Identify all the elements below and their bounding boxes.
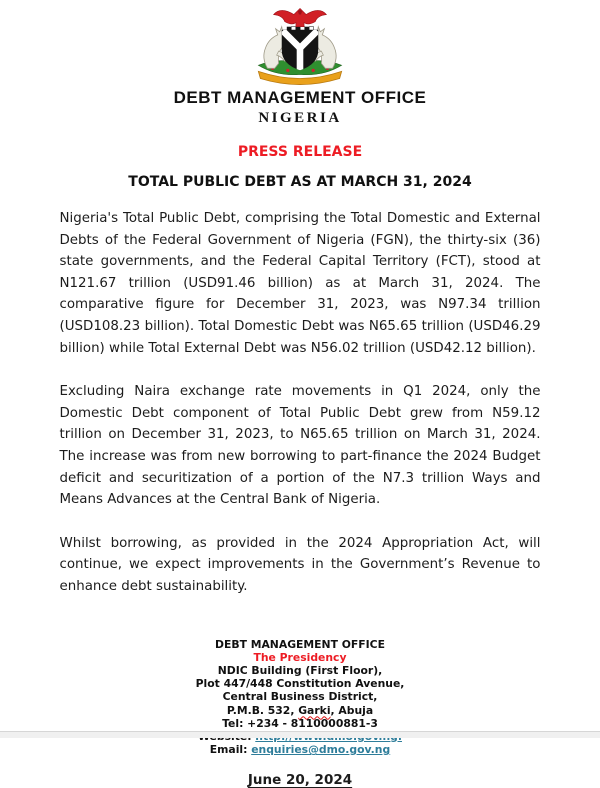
release-date: June 20, 2024	[247, 772, 353, 788]
document-title: TOTAL PUBLIC DEBT AS AT MARCH 31, 2024	[128, 174, 472, 190]
header-country: NIGERIA	[258, 110, 342, 126]
footer-division: The Presidency	[253, 650, 347, 664]
press-release-label: PRESS RELEASE	[237, 144, 363, 160]
pmb-garki-misspell-marked: Garki	[298, 703, 331, 717]
page-bottom-edge	[0, 731, 600, 738]
footer-address-line: Plot 447/448 Constitution Avenue,	[195, 677, 405, 691]
header-org-name: DEBT MANAGEMENT OFFICE	[173, 88, 427, 107]
footer-email-line	[0, 743, 600, 756]
footer-tel: Tel: +234 - 8110000881-3	[222, 716, 378, 730]
footer-org-name: DEBT MANAGEMENT OFFICE	[215, 637, 385, 651]
footer-address-line: NDIC Building (First Floor),	[217, 663, 383, 677]
email-link[interactable]: enquiries@dmo.gov.ng	[251, 743, 391, 757]
crest-container	[0, 0, 600, 84]
paragraph-outlook: Whilst borrowing, as provided in the 2024 Appropriation Act, will continue, we expect improvements in the Government’s Revenue to enhance debt sustainability.	[59, 535, 541, 594]
footer-pmb-line	[0, 704, 600, 717]
footer-address-line: Central Business District,	[222, 690, 378, 704]
paragraph-debt-summary: Nigeria's Total Public Debt, comprising the Total Domestic and External Debts of the Federal Government of Nigeria (FGN), the thirty-six (36) state governments, and the Federal Capital Territory (FCT), stood at N121.67 trillion (USD91.46 billion) as at March 31, 2024. The comparative figure for December 31, 2023, was N97.34 trillion (USD108.23 billion). Total Domestic Debt was N65.65 trillion (USD46.29 billion) while Total External Debt was N56.02 trillion (USD42.12 billion).	[59, 211, 541, 356]
paragraph-domestic-growth: Excluding Naira exchange rate movements in Q1 2024, only the Domestic Debt component of Total Public Debt grew from N59.12 trillion on December 31, 2023, to N65.65 trillion on March 31, 2024. The increase was from new borrowing to part-finance the 2024 Budget deficit and securitization of a portion of the N7.3 trillion Ways and Means Advances at the Central Bank of Nigeria.	[59, 384, 541, 508]
pmb-suffix: , Abuja	[330, 703, 374, 717]
pmb-prefix: P.M.B. 532,	[226, 703, 299, 717]
email-label: Email:	[209, 743, 252, 757]
contact-footer	[0, 638, 600, 757]
document-body	[60, 208, 541, 598]
